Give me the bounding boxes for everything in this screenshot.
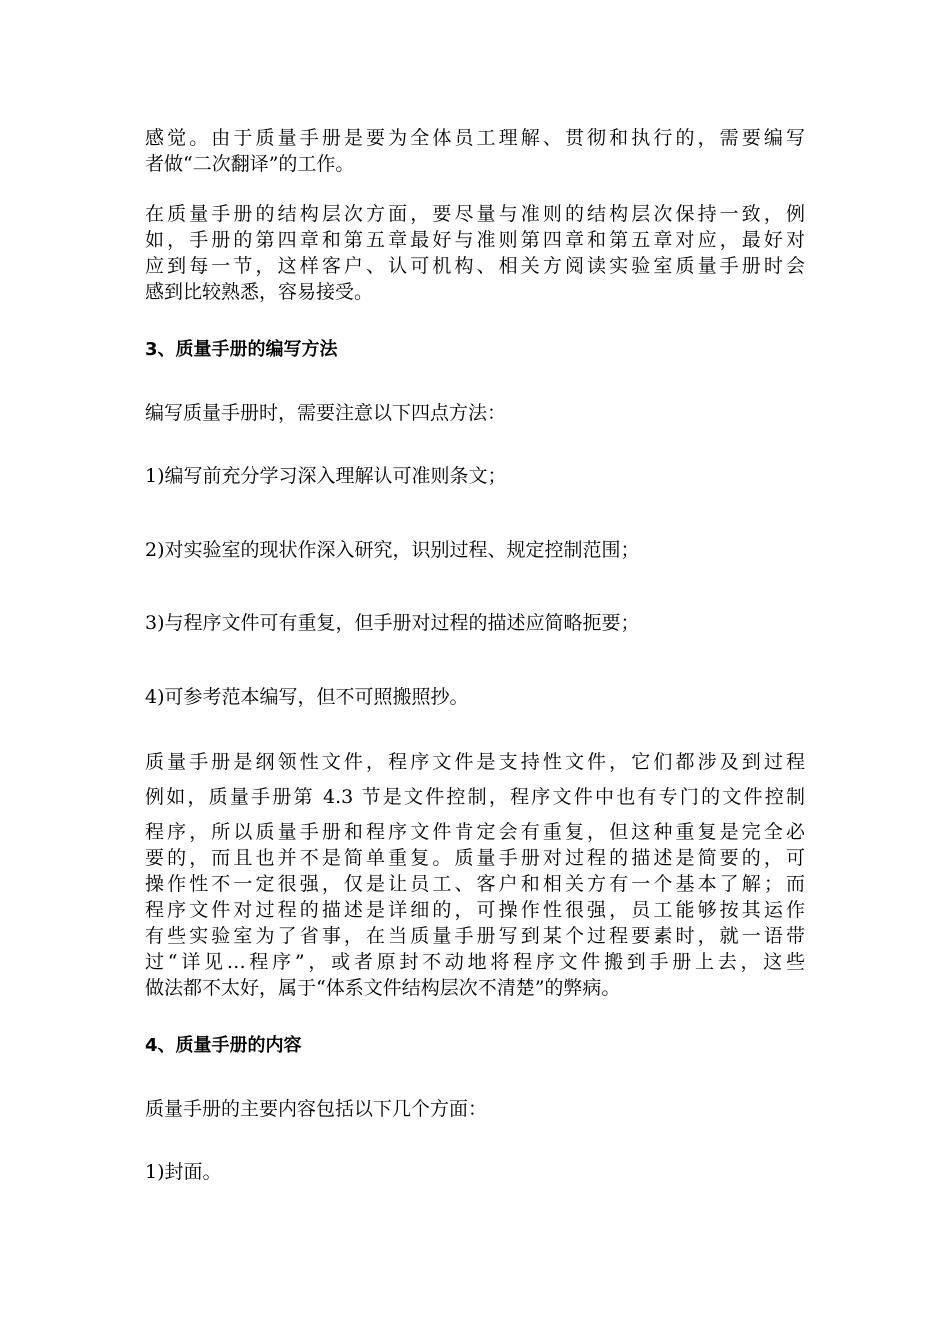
paragraph-line: 程序文件对过程的描述是详细的，可操作性很强，员工能够按其运作: [145, 899, 805, 921]
paragraph-line: 质量手册的主要内容包括以下几个方面：: [145, 1098, 488, 1120]
paragraph-line: 质量手册是纲领性文件，程序文件是支持性文件，它们都涉及到过程: [145, 751, 805, 773]
list-item: 4)可参考范本编写，但不可照搬照抄。: [145, 686, 469, 708]
paragraph-line: 在质量手册的结构层次方面，要尽量与准则的结构层次保持一致，例: [145, 203, 805, 225]
list-item: 3)与程序文件可有重复，但手册对过程的描述应简略扼要；: [145, 612, 640, 634]
list-item: 2)对实验室的现状作深入研究，识别过程、规定控制范围；: [145, 539, 640, 561]
paragraph-line: 编写质量手册时，需要注意以下四点方法：: [145, 402, 507, 424]
paragraph-line: 要的，而且也并不是简单重复。质量手册对过程的描述是简要的，可: [145, 847, 805, 869]
paragraph-line: 例如，质量手册第 4.3 节是文件控制，程序文件中也有专门的文件控制: [145, 786, 805, 808]
section-heading: 4、质量手册的内容: [145, 1035, 302, 1056]
paragraph-line: 过“详见…程序”，或者原封不动地将程序文件搬到手册上去，这些: [145, 951, 805, 973]
paragraph-line: 有些实验室为了省事，在当质量手册写到某个过程要素时，就一语带: [145, 925, 805, 947]
section-heading: 3、质量手册的编写方法: [145, 339, 338, 360]
paragraph-line: 者做“二次翻译”的工作。: [145, 153, 355, 175]
paragraph-line: 感到比较熟悉，容易接受。: [145, 281, 374, 303]
list-item: 1)封面。: [145, 1161, 222, 1183]
paragraph-line: 做法都不太好，属于“体系文件结构层次不清楚”的弊病。: [145, 977, 621, 999]
paragraph-line: 操作性不一定很强，仅是让员工、客户和相关方有一个基本了解；而: [145, 873, 805, 895]
paragraph-line: 感觉。由于质量手册是要为全体员工理解、贯彻和执行的，需要编写: [145, 127, 805, 149]
paragraph-line: 应到每一节，这样客户、认可机构、相关方阅读实验室质量手册时会: [145, 255, 805, 277]
paragraph-line: 如，手册的第四章和第五章最好与准则第四章和第五章对应，最好对: [145, 229, 805, 251]
paragraph-line: 程序，所以质量手册和程序文件肯定会有重复，但这种重复是完全必: [145, 821, 805, 843]
list-item: 1)编写前充分学习深入理解认可准则条文；: [145, 465, 507, 487]
